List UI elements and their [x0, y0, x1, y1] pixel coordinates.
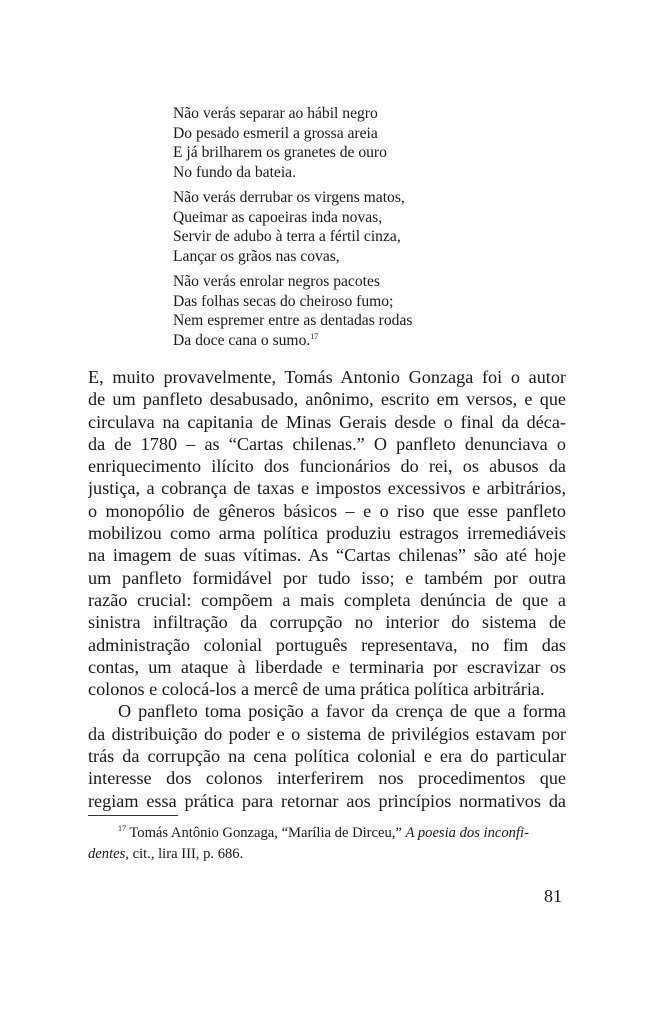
paragraph-1-line: administração colonial português representava, no fim das: [88, 634, 566, 655]
paragraph-1-line: sinistra infiltração da corrupção no interior do sistema de: [88, 612, 566, 633]
paragraph-1-line: circulava na capitania de Minas Gerais desde o final da déca-: [88, 411, 566, 432]
verse-line: Queimar as capoeiras inda novas,: [173, 208, 383, 226]
footnote-work-title-cont: dentes: [88, 846, 126, 862]
paragraph-2-line: regiam essa prática para retornar aos princípios normativos da: [88, 790, 566, 811]
verse-line: Nem espremer entre as dentadas rodas: [173, 312, 413, 330]
footnote-work-title: A poesia dos inconfi-: [405, 825, 529, 841]
paragraph-1-line: colonos e colocá-los a mercê de uma prática política arbitrária.: [88, 679, 545, 700]
paragraph-1-line: E, muito provavelmente, Tomás Antonio Gonzaga foi o autor: [88, 367, 566, 387]
footnote-divider: [88, 815, 178, 816]
poem-stanza-3: [173, 272, 412, 350]
paragraph-1-line: o monopólio de gêneros básicos – e o riso que esse panfleto: [88, 500, 566, 521]
verse-line: Do pesado esmeril a grossa areia: [173, 124, 378, 142]
paragraph-2-line: trás da corrupção na cena política colonial e era do particular: [88, 746, 566, 767]
paragraph-1-line: mobilizou como arma política produziu estragos irremediáveis: [88, 523, 566, 544]
paragraph-1-line: um panfleto formidável por tudo isso; e também por outra: [88, 567, 566, 588]
verse-line: Não verás derrubar os virgens matos,: [173, 189, 405, 206]
verse-line: Servir de adubo à terra a fértil cinza,: [173, 228, 401, 246]
paragraph-1-line: da de 1780 – as “Cartas chilenas.” O panfleto denunciava o: [88, 433, 566, 454]
paragraph-2-line: interesse dos colonos interferirem nos procedimentos que: [88, 768, 566, 789]
footnote-citation: , cit., lira III, p. 686.: [125, 846, 244, 862]
footnote-reference[interactable]: 17: [310, 331, 319, 341]
paragraph-2-line: da distribuição do poder e o sistema de privilégios estavam por: [88, 723, 566, 744]
paragraph-2-line: O panfleto toma posição a favor da crença de que a forma: [118, 701, 566, 722]
paragraph-1-line: justiça, a cobrança de taxas e impostos excessivos e arbitrários,: [88, 478, 566, 499]
paragraph-1-line: enriquecimento ilícito dos funcionários do rei, os abusos da: [88, 456, 566, 477]
paragraph-1-line: na imagem de suas vítimas. As “Cartas chilenas” são até hoje: [88, 545, 566, 566]
verse-line: Não verás enrolar negros pacotes: [173, 273, 380, 290]
footnote: [88, 823, 566, 865]
verse-line: No fundo da bateia.: [173, 163, 296, 181]
verse-line: Lançar os grãos nas covas,: [173, 247, 340, 265]
poem-stanza-2: [173, 188, 405, 266]
verse-line: E já brilharem os granetes de ouro: [173, 144, 387, 162]
paragraph-1-line: de um panfleto desabusado, anônimo, escrito em versos, e que: [88, 389, 566, 410]
footnote-number: 17: [118, 824, 126, 834]
paragraph-1-line: razão crucial: compõem a mais completa denúncia de que a: [88, 589, 566, 610]
body-text: [88, 366, 566, 812]
verse-line: Das folhas secas do cheiroso fumo;: [173, 292, 394, 310]
footnote-line: [88, 844, 566, 865]
verse-line: Não verás separar ao hábil negro: [173, 105, 378, 122]
verse-line-with-note: [173, 331, 412, 351]
verse-line-text: Da doce cana o sumo.: [173, 331, 311, 349]
poem-stanza-1: [173, 104, 387, 182]
footnote-text: Tomás Antônio Gonzaga, “Marília de Dirceu,”: [126, 825, 406, 841]
paragraph-1-line: contas, um ataque à liberdade e terminaria por escravizar os: [88, 656, 566, 677]
footnote-line: [88, 823, 566, 844]
page-number: 81: [544, 886, 562, 906]
